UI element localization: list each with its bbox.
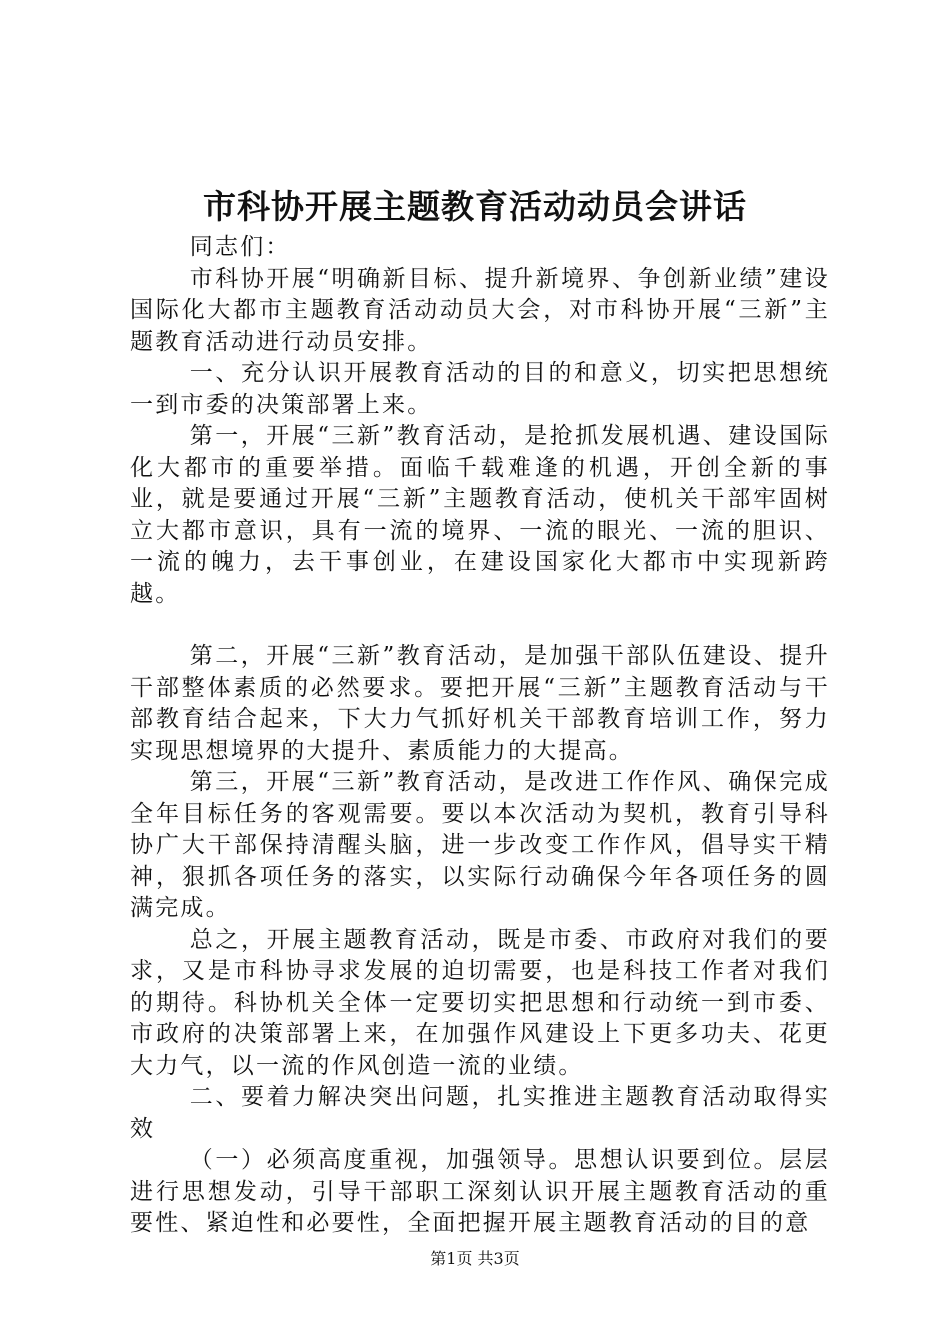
document-body: [130, 232, 830, 1240]
section-heading-2: 二、要着力解决突出问题，扎实推进主题教育活动取得实效: [130, 1084, 830, 1142]
document-title: 市科协开展主题教育活动动员会讲话: [203, 187, 747, 226]
paragraph-subsection-1: （一）必须高度重视，加强领导。思想认识要到位。层层进行思想发动，引导干部职工深刻认识开展主题教育活动的重要性、紧迫性和必要性，全面把握开展主题教育活动的目的意: [130, 1147, 830, 1236]
paragraph-summary: 总之，开展主题教育活动，既是市委、市政府对我们的要求，又是市科协寻求发展的迫切需要，也是科技工作者对我们的期待。科协机关全体一定要切实把思想和行动统一到市委、市政府的决策部署上来，在加强作风建设上下更多功夫、花更大力气，以一流的作风创造一流的业绩。: [130, 926, 830, 1079]
page-number-footer: 第1页 共3页: [430, 1249, 520, 1268]
paragraph-second: 第二，开展“三新”教育活动，是加强干部队伍建设、提升干部整体素质的必然要求。要把开展“三新”主题教育活动与干部教育结合起来，下大力气抓好机关干部教育培训工作，努力实现思想境界的大提升、素质能力的大提高。: [130, 643, 830, 764]
section-heading-1: 一、充分认识开展教育活动的目的和意义，切实把思想统一到市委的决策部署上来。: [130, 360, 830, 418]
paragraph-third: 第三，开展“三新”教育活动，是改进工作作风、确保完成全年目标任务的客观需要。要以本次活动为契机，教育引导科协广大干部保持清醒头脑，进一步改变工作作风，倡导实干精神，狠抓各项任务的落实，以实际行动确保今年各项任务的圆满完成。: [130, 769, 830, 921]
paragraph-first: 第一，开展“三新”教育活动，是抢抓发展机遇、建设国际化大都市的重要举措。面临千载难逢的机遇，开创全新的事业，就是要通过开展“三新”主题教育活动，使机关干部牢固树立大都市意识，具有一流的境界、一流的眼光、一流的胆识、一流的魄力，去干事创业，在建设国家化大都市中实现新跨越。: [130, 423, 830, 607]
paragraph-intro: 市科协开展“明确新目标、提升新境界、争创新业绩”建设国际化大都市主题教育活动动员大会，对市科协开展“三新”主题教育活动进行动员安排。: [130, 265, 830, 355]
salutation: 同志们：: [189, 234, 291, 260]
